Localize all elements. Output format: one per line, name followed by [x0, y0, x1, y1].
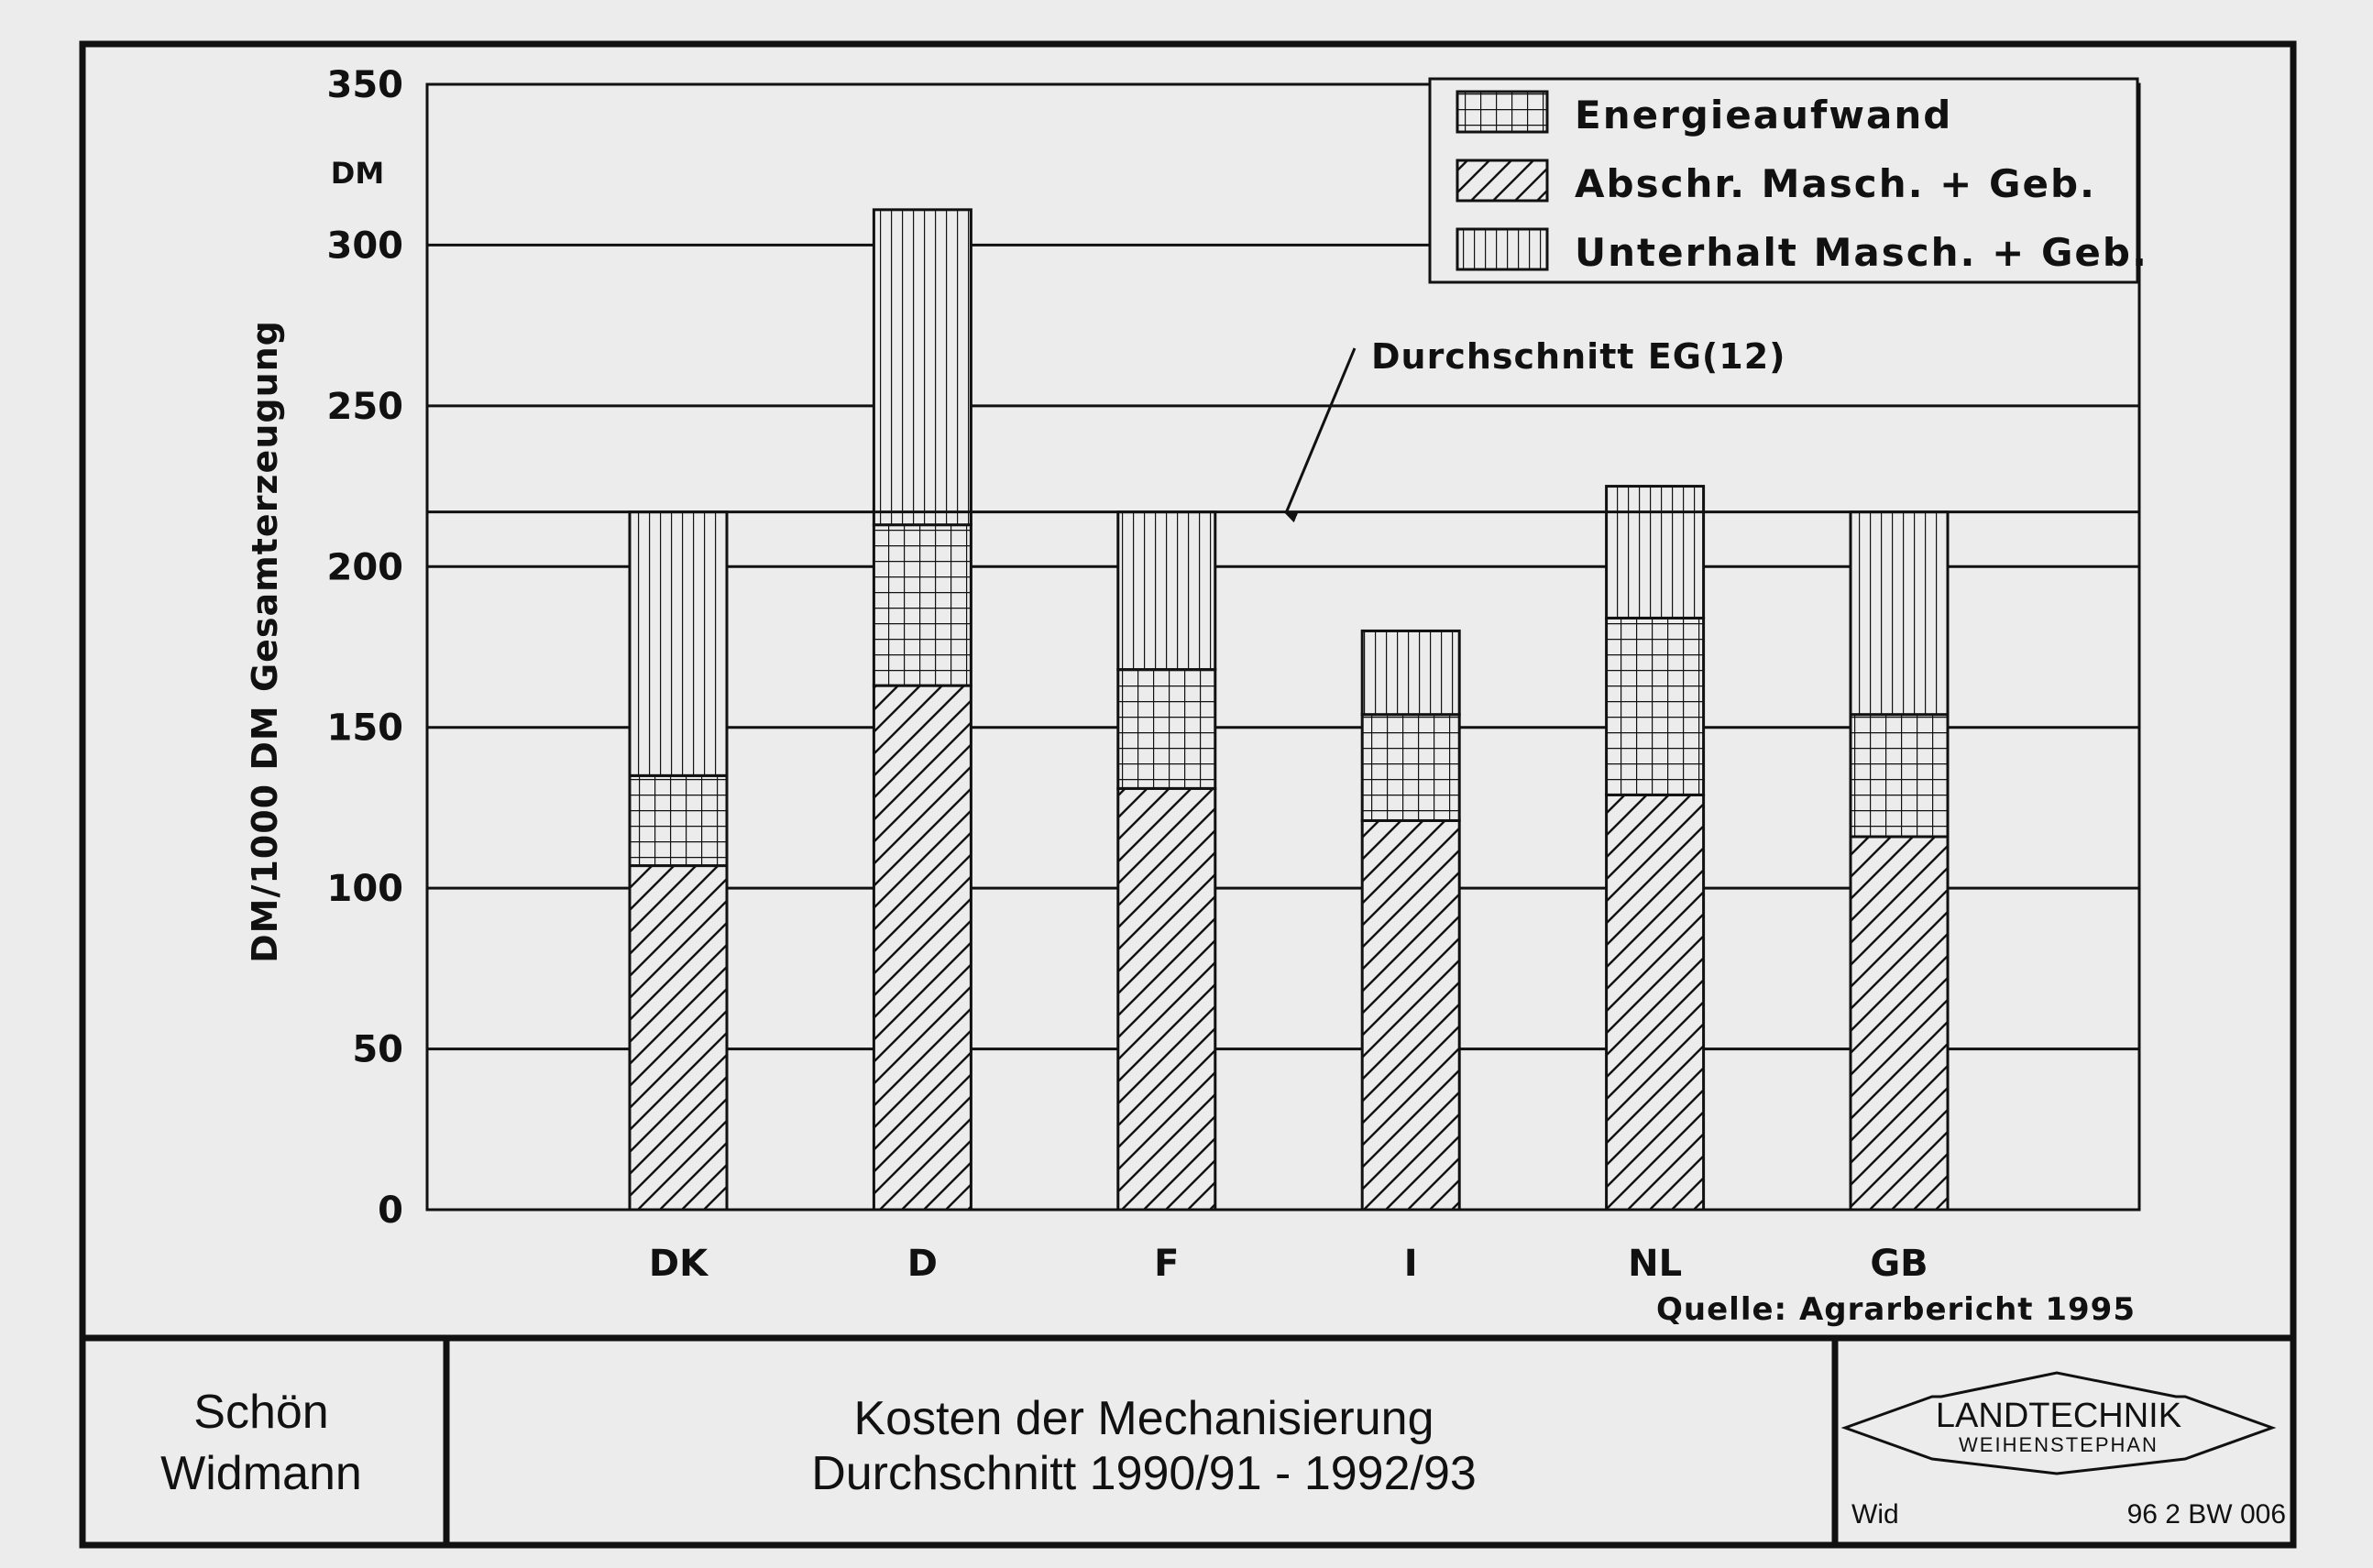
bar-segment-i-hatch-vertical — [1362, 630, 1459, 714]
bar-segment-d-hatch-grid — [873, 525, 971, 685]
drawing-code-author: Wid — [1851, 1499, 1899, 1530]
legend-swatch-energieaufwand — [1457, 92, 1547, 132]
bar-segment-dk-hatch-diagonal — [630, 866, 727, 1210]
bar-segment-d-hatch-diagonal — [873, 685, 971, 1210]
y-tick-label: 300 — [326, 225, 403, 268]
y-axis-label: DM/1000 DM Gesamterzeugung — [245, 320, 285, 963]
legend-label-unterhalt: Unterhalt Masch. + Geb. — [1575, 230, 2148, 275]
legend-swatch-abschreibung — [1457, 160, 1547, 201]
y-tick-label: 50 — [352, 1028, 403, 1071]
x-category-label: DK — [648, 1243, 709, 1285]
y-axis-unit: DM — [330, 156, 385, 191]
drawing-subtitle: Durchschnitt 1990/91 - 1992/93 — [811, 1447, 1477, 1500]
bar-segment-nl-hatch-grid — [1607, 618, 1704, 795]
logo-text-weihenstephan: WEIHENSTEPHAN — [1959, 1433, 2159, 1456]
y-tick-label: 350 — [326, 64, 403, 106]
y-tick-label: 150 — [326, 707, 403, 750]
legend-label-energieaufwand: Energieaufwand — [1575, 93, 1953, 137]
legend-swatch-unterhalt — [1457, 229, 1547, 269]
x-category-label: D — [906, 1243, 939, 1285]
bar-segment-i-hatch-grid — [1362, 715, 1459, 821]
drawing-number: 96 2 BW 006 — [2126, 1499, 2286, 1530]
y-axis-ticks — [327, 64, 404, 1232]
legend-label-abschreibung: Abschr. Masch. + Geb. — [1575, 161, 2096, 206]
bar-segment-f-hatch-diagonal — [1118, 788, 1215, 1210]
bar-segment-gb-hatch-grid — [1851, 715, 1948, 837]
x-category-label: NL — [1628, 1243, 1683, 1285]
author-2: Widmann — [160, 1447, 362, 1500]
bar-segment-gb-hatch-vertical — [1851, 512, 1948, 715]
x-category-label: I — [1403, 1243, 1418, 1285]
reference-label: Durchschnitt EG(12) — [1371, 336, 1786, 377]
logo-text-landtechnik: LANDTECHNIK — [1935, 1397, 2182, 1435]
drawing-title: Kosten der Mechanisierung — [853, 1392, 1434, 1445]
bar-segment-nl-hatch-vertical — [1607, 487, 1704, 619]
y-tick-label: 0 — [378, 1190, 403, 1232]
landtechnik-logo — [1845, 1373, 2272, 1474]
source-note: Quelle: Agrarbericht 1995 — [1656, 1291, 2136, 1328]
x-category-label: F — [1154, 1243, 1180, 1285]
y-tick-label: 200 — [326, 546, 403, 589]
y-tick-label: 100 — [326, 868, 403, 911]
legend — [1430, 79, 2148, 282]
bar-segment-i-hatch-diagonal — [1362, 820, 1459, 1210]
y-tick-label: 250 — [326, 385, 403, 428]
bar-segment-dk-hatch-grid — [630, 775, 727, 865]
author-1: Schön — [193, 1386, 329, 1439]
bar-segment-gb-hatch-diagonal — [1851, 837, 1948, 1210]
bar-segment-f-hatch-vertical — [1118, 512, 1215, 670]
x-axis-categories — [649, 1243, 1928, 1285]
bar-segment-dk-hatch-vertical — [630, 512, 727, 776]
bar-segment-d-hatch-vertical — [873, 210, 971, 525]
x-category-label: GB — [1870, 1243, 1928, 1285]
bar-segment-nl-hatch-diagonal — [1607, 795, 1704, 1210]
bar-segment-f-hatch-grid — [1118, 670, 1215, 789]
